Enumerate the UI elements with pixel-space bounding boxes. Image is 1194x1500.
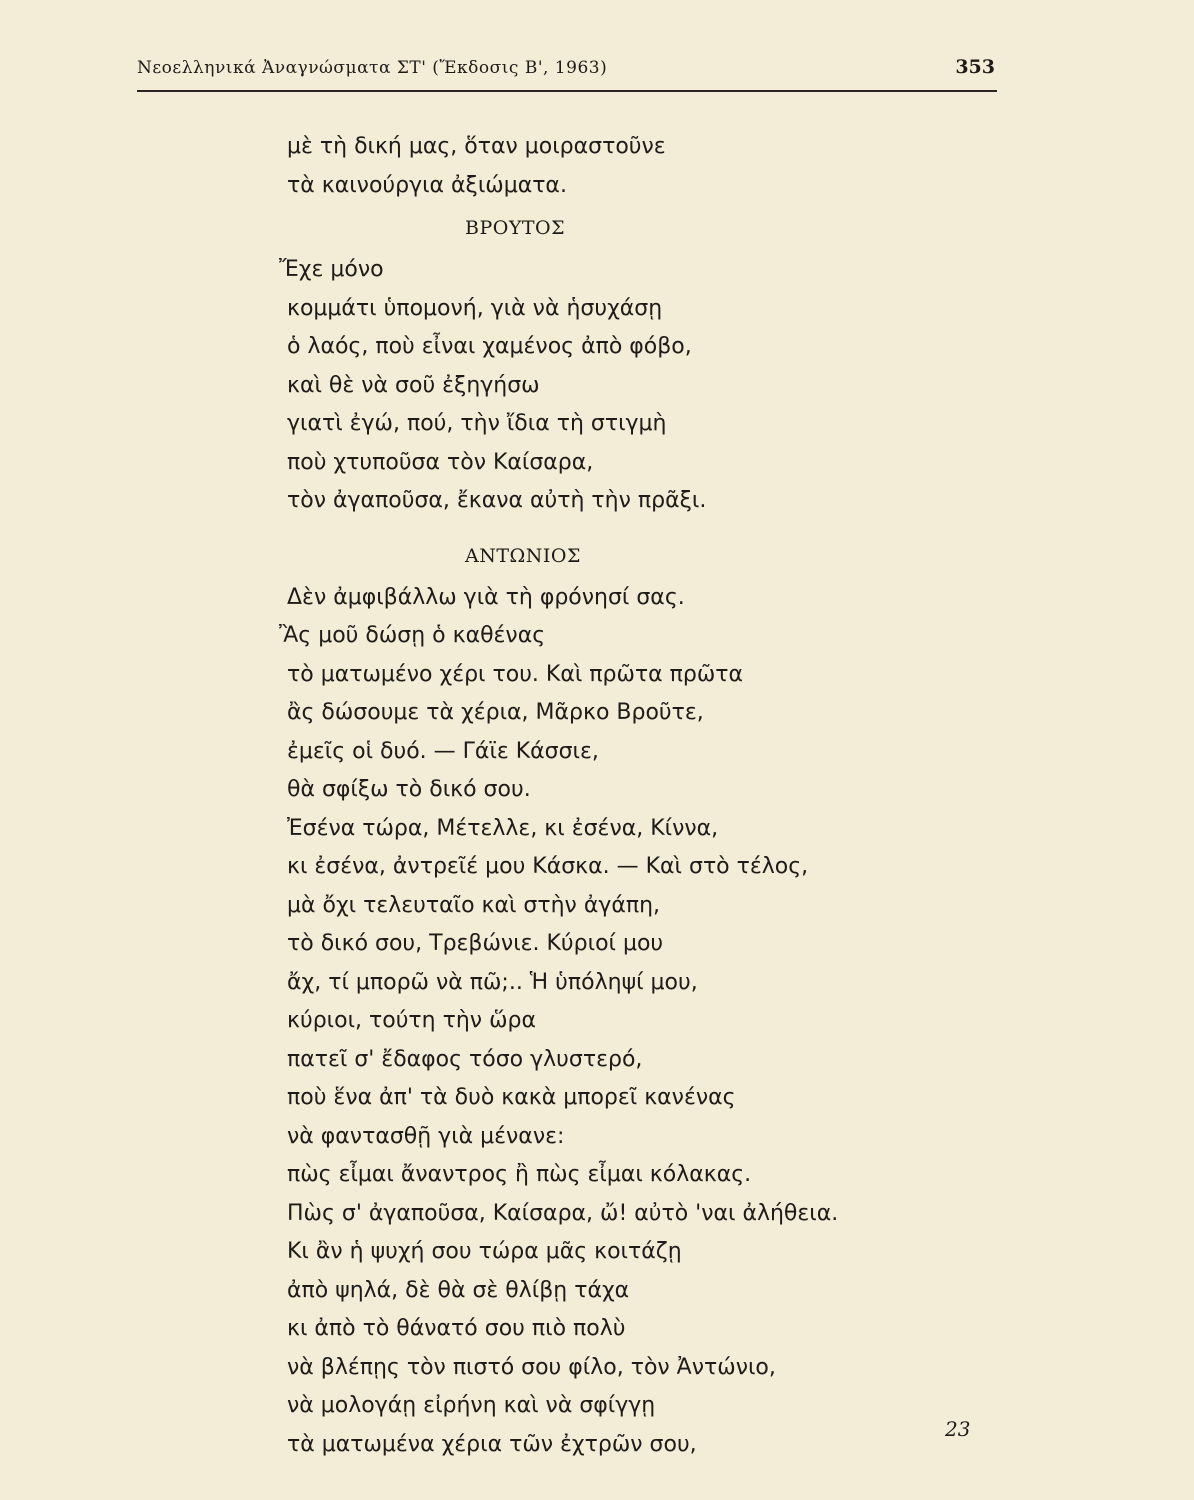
text-line: νὰ φαντασθῇ γιὰ μένανε: xyxy=(287,1123,565,1149)
text-line: ἄχ, τί μπορῶ νὰ πῶ;.. Ἡ ὑπόληψί μου, xyxy=(287,969,698,995)
text-line: τὸν ἀγαποῦσα, ἔκανα αὐτὴ τὴν πρᾶξι. xyxy=(287,488,707,513)
text-line: τὸ ματωμένο χέρι του. Καὶ πρῶτα πρῶτα xyxy=(287,661,744,687)
text-line: Ἐσένα τώρα, Μέτελλε, κι ἐσένα, Κίννα, xyxy=(287,815,719,841)
text-line: κύριοι, τούτη τὴν ὥρα xyxy=(287,1008,536,1033)
text-line: ποὺ χτυποῦσα τὸν Καίσαρα, xyxy=(287,449,594,475)
text-line: πὼς εἶμαι ἄναντρος ἢ πὼς εἶμαι κόλακας. xyxy=(287,1162,752,1187)
text-line: θὰ σφίξω τὸ δικό σου. xyxy=(287,777,531,802)
text-line: ἀπὸ ψηλά, δὲ θὰ σὲ θλίβῃ τάχα xyxy=(287,1277,630,1303)
text-line: τὰ καινούργια ἀξιώματα. xyxy=(287,172,567,198)
text-line: νὰ μολογάῃ εἰρήνη καὶ νὰ σφίγγῃ xyxy=(287,1393,656,1418)
text-line: κομμάτι ὑπομονή, γιὰ νὰ ἡσυχάσῃ xyxy=(287,295,663,321)
text-line: ποὺ ἕνα ἀπ' τὰ δυὸ κακὰ μπορεῖ κανένας xyxy=(287,1085,736,1110)
text-line: μὰ ὄχι τελευταῖο καὶ στὴν ἀγάπη, xyxy=(287,892,661,918)
poem-text xyxy=(279,128,987,1464)
text-line: νὰ βλέπῃς τὸν πιστό σου φίλο, τὸν Ἀντώνιο, xyxy=(287,1354,776,1380)
text-line: κι ἀπὸ τὸ θάνατό σου πιὸ πολὺ xyxy=(287,1316,626,1341)
text-line: Ἂς μοῦ δώσῃ ὁ καθένας xyxy=(279,623,546,648)
text-line: κι ἐσένα, ἀντρεῖέ μου Κάσκα. — Καὶ στὸ τέλος, xyxy=(287,854,809,879)
signature-number: 23 xyxy=(945,1417,971,1441)
text-line: ἂς δώσουμε τὰ χέρια, Μᾶρκο Βροῦτε, xyxy=(287,700,704,725)
text-line: Κι ἂν ἡ ψυχή σου τώρα μᾶς κοιτάζῃ xyxy=(287,1239,682,1264)
text-line: Δὲν ἀμφιβάλλω γιὰ τὴ φρόνησί σας. xyxy=(287,584,685,610)
text-line: γιατὶ ἐγώ, πού, τὴν ἴδια τὴ στιγμὴ xyxy=(287,411,667,436)
page-number: 353 xyxy=(955,56,995,78)
text-line: Ἔχε μόνο xyxy=(279,257,384,282)
speaker-name-brutus: ΒΡΟΥΤΟΣ xyxy=(465,217,566,239)
text-line: πατεῖ σ' ἔδαφος τόσο γλυστερό, xyxy=(287,1046,643,1072)
text-line: τὸ δικό σου, Τρεβώνιε. Κύριοί μου xyxy=(287,931,664,956)
header-title: Νεοελληνικά Ἀναγνώσματα ΣΤ' (Ἔκδοσις Β', 1963) xyxy=(137,58,608,78)
text-line: ἐμεῖς οἱ δυό. — Γάϊε Κάσσιε, xyxy=(287,738,599,764)
text-line: ὁ λαός, ποὺ εἶναι χαμένος ἀπὸ φόβο, xyxy=(287,334,692,359)
text-line: καὶ θὲ νὰ σοῦ ἐξηγήσω xyxy=(287,372,540,398)
text-line: Πὼς σ' ἀγαποῦσα, Καίσαρα, ὤ! αὐτὸ 'ναι ἀλήθεια. xyxy=(287,1200,839,1226)
text-line: τὰ ματωμένα χέρια τῶν ἐχτρῶν σου, xyxy=(287,1431,697,1457)
text-line: μὲ τὴ δική μας, ὅταν μοιραστοῦνε xyxy=(287,134,666,159)
speaker-name-antonius: ΑΝΤΩΝΙΟΣ xyxy=(465,544,581,567)
running-header xyxy=(137,54,997,92)
